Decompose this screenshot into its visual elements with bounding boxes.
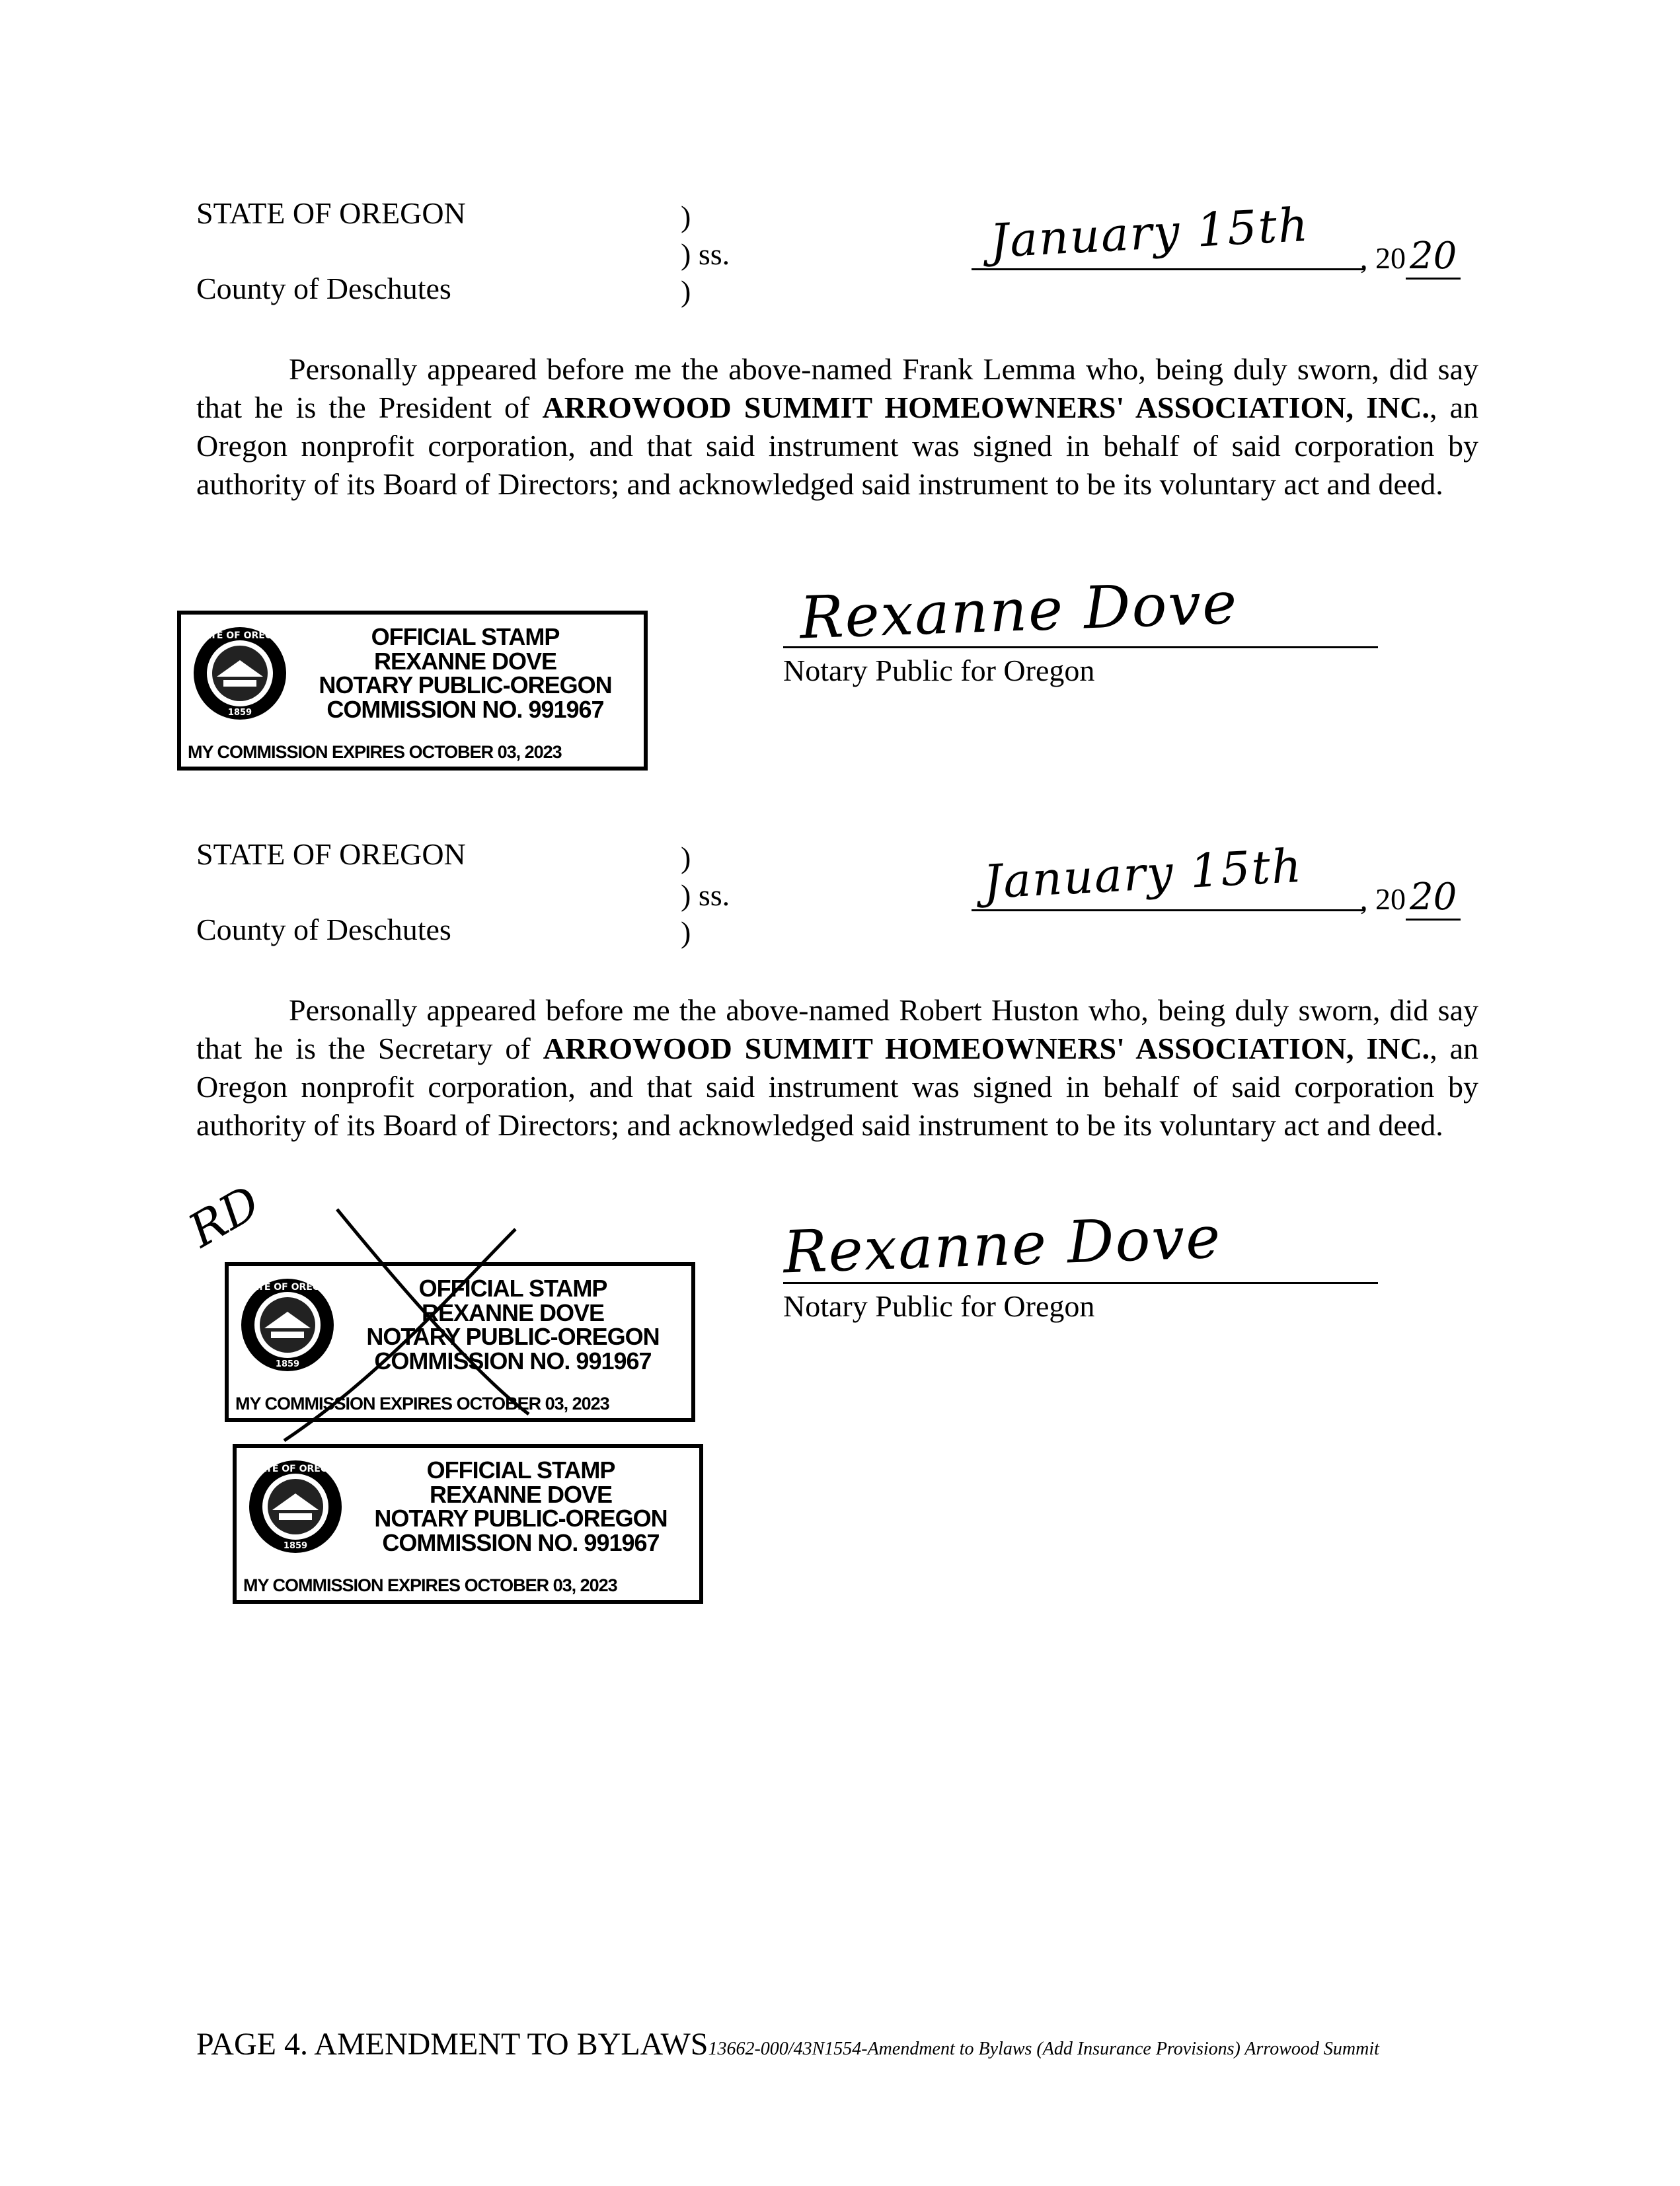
county-label: County of Deschutes xyxy=(196,913,451,946)
stamp-line-5: MY COMMISSION EXPIRES OCTOBER 03, 2023 xyxy=(188,742,562,762)
footer-reference: 13662-000/43N1554-Amendment to Bylaws (Add Insurance Provisions) Arrowood Summit xyxy=(708,2039,1379,2059)
seal-year: 1859 xyxy=(227,708,252,718)
stamp-line-1: OFFICIAL STAMP xyxy=(418,1275,607,1302)
stamp-line-3: NOTARY PUBLIC-OREGON xyxy=(374,1505,668,1532)
acknowledgment-paragraph xyxy=(196,991,1478,1145)
paren-ss: ) ss. xyxy=(681,878,730,912)
handwritten-initials: RD xyxy=(179,1175,270,1258)
paren-top: ) xyxy=(681,841,691,874)
year-prefix: , 20 xyxy=(1360,241,1406,275)
signature-caption: Notary Public for Oregon xyxy=(783,654,1095,687)
signature-line xyxy=(783,1282,1378,1284)
cross-out-marks xyxy=(198,1176,727,1454)
stamp-lines xyxy=(349,1458,693,1556)
date-underline xyxy=(972,268,1365,270)
stamp-line-2: REXANNE DOVE xyxy=(429,1480,613,1508)
seal-text: STATE OF OREGON xyxy=(192,630,288,641)
seal-text: STATE OF OREGON xyxy=(247,1464,344,1474)
stamp-line-1: OFFICIAL STAMP xyxy=(426,1456,615,1484)
stamp-line-4: COMMISSION NO. 991967 xyxy=(382,1529,660,1557)
stamp-line-3: NOTARY PUBLIC-OREGON xyxy=(319,671,612,699)
seal-year: 1859 xyxy=(275,1359,300,1369)
state-label: STATE OF OREGON xyxy=(196,196,466,230)
stamp-lines xyxy=(293,625,637,722)
stamp-line-5: MY COMMISSION EXPIRES OCTOBER 03, 2023 xyxy=(243,1575,617,1595)
association-name: ARROWOOD SUMMIT HOMEOWNERS' ASSOCIATION, INC. xyxy=(543,1032,1430,1065)
handwritten-date: January 15th xyxy=(982,838,1304,909)
handwritten-date: January 15th xyxy=(989,197,1311,268)
stamp-line-3: NOTARY PUBLIC-OREGON xyxy=(366,1323,660,1351)
paragraph-text: Personally appeared before me the above-named Robert Huston who, being duly sworn, did say that he is the Secretary of xyxy=(196,993,1478,1065)
county-label: County of Deschutes xyxy=(196,272,451,305)
state-seal-icon xyxy=(190,624,289,723)
stamp-line-1: OFFICIAL STAMP xyxy=(371,623,560,650)
page-footer xyxy=(196,2029,1379,2060)
year-field xyxy=(1360,876,1461,919)
signature-line xyxy=(783,646,1378,648)
paragraph-text: , an Oregon nonprofit corporation, and that said instrument was signed in behalf of said corporation by authority of its Board of Directors; and acknowledged said instrument to be its voluntary act and deed. xyxy=(196,1032,1478,1142)
footer-main: PAGE 4. AMENDMENT TO BYLAWS xyxy=(196,2027,708,2062)
handwritten-year: 20 xyxy=(1406,876,1461,921)
date-underline xyxy=(972,909,1365,911)
stamp-line-4: COMMISSION NO. 991967 xyxy=(374,1347,652,1375)
signature-caption: Notary Public for Oregon xyxy=(783,1289,1095,1323)
state-label: STATE OF OREGON xyxy=(196,837,466,871)
notary-stamp xyxy=(177,611,648,771)
acknowledgment-paragraph xyxy=(196,350,1478,504)
paren-bottom: ) xyxy=(681,915,691,949)
association-name: ARROWOOD SUMMIT HOMEOWNERS' ASSOCIATION, INC. xyxy=(542,391,1430,424)
year-prefix: , 20 xyxy=(1360,882,1406,916)
notary-signature: Rexanne Dove xyxy=(798,568,1239,652)
paren-top: ) xyxy=(681,200,691,233)
seal-text: STATE OF OREGON xyxy=(239,1282,336,1293)
handwritten-year: 20 xyxy=(1406,235,1461,280)
stamp-line-2: REXANNE DOVE xyxy=(373,647,557,675)
stamp-line-4: COMMISSION NO. 991967 xyxy=(326,696,604,724)
stamp-line-5: MY COMMISSION EXPIRES OCTOBER 03, 2023 xyxy=(235,1394,609,1413)
paren-bottom: ) xyxy=(681,274,691,308)
paren-ss: ) ss. xyxy=(681,237,730,271)
state-seal-icon xyxy=(246,1457,345,1556)
year-field xyxy=(1360,235,1461,278)
notary-signature: Rexanne Dove xyxy=(782,1203,1223,1287)
notary-stamp xyxy=(233,1444,703,1604)
paragraph-text: Personally appeared before me the above-named Frank Lemma who, being duly sworn, did say that he is the President of xyxy=(196,352,1478,424)
paragraph-text: , an Oregon nonprofit corporation, and that said instrument was signed in behalf of said corporation by authority of its Board of Directors; and acknowledged said instrument to be its voluntary act and deed. xyxy=(196,391,1479,501)
stamp-line-2: REXANNE DOVE xyxy=(421,1299,605,1326)
seal-year: 1859 xyxy=(283,1541,308,1551)
